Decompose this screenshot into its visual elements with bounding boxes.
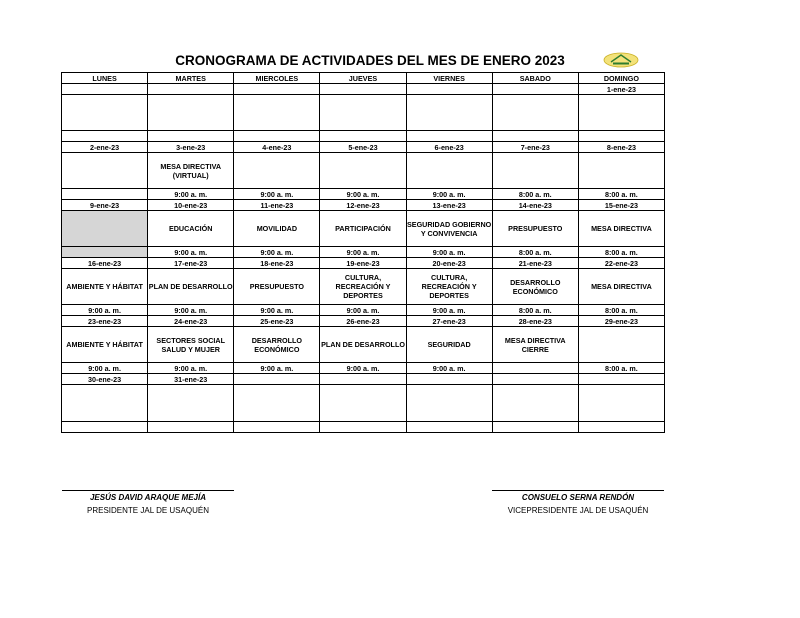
time-cell: 9:00 a. m.	[148, 189, 234, 200]
weekday-header: DOMINGO	[578, 73, 664, 84]
date-cell	[234, 84, 320, 95]
time-cell	[406, 131, 492, 142]
week-5-times-row	[62, 363, 665, 374]
page-title: CRONOGRAMA DE ACTIVIDADES DEL MES DE ENERO 2023	[175, 53, 565, 68]
activity-cell: CULTURA, RECREACIÓN Y DEPORTES	[320, 269, 406, 305]
signature-role-left: PRESIDENTE JAL DE USAQUÉN	[87, 506, 209, 515]
time-cell: 8:00 a. m.	[578, 189, 664, 200]
activity-cell	[492, 95, 578, 131]
time-cell: 8:00 a. m.	[578, 363, 664, 374]
activity-cell	[406, 95, 492, 131]
time-cell	[148, 422, 234, 433]
week-1-dates-row	[62, 84, 665, 95]
time-cell: 9:00 a. m.	[320, 363, 406, 374]
weekday-header: VIERNES	[406, 73, 492, 84]
date-cell	[320, 84, 406, 95]
time-cell: 8:00 a. m.	[578, 247, 664, 258]
date-cell: 17-ene-23	[148, 258, 234, 269]
activity-cell	[148, 385, 234, 422]
activity-cell: SEGURIDAD GOBIERNO Y CONVIVENCIA	[406, 211, 492, 247]
time-cell	[234, 422, 320, 433]
date-cell: 5-ene-23	[320, 142, 406, 153]
time-cell	[578, 422, 664, 433]
signature-name-left: JESÚS DAVID ARAQUE MEJÍA	[89, 493, 207, 502]
weekday-header-row	[62, 73, 665, 84]
signature-line-left	[62, 490, 234, 491]
activity-cell: AMBIENTE Y HÁBITAT	[62, 269, 148, 305]
activity-cell	[320, 385, 406, 422]
time-cell: 9:00 a. m.	[406, 305, 492, 316]
time-cell: 9:00 a. m.	[234, 305, 320, 316]
weekday-header: LUNES	[62, 73, 148, 84]
time-cell: 9:00 a. m.	[62, 305, 148, 316]
activity-cell	[320, 153, 406, 189]
date-cell: 10-ene-23	[148, 200, 234, 211]
time-cell: 9:00 a. m.	[148, 363, 234, 374]
date-cell: 1-ene-23	[578, 84, 664, 95]
date-cell: 9-ene-23	[62, 200, 148, 211]
activity-cell	[234, 95, 320, 131]
date-cell: 29-ene-23	[578, 316, 664, 327]
weekday-header: SABADO	[492, 73, 578, 84]
activity-cell	[578, 327, 664, 363]
weekday-header: MARTES	[148, 73, 234, 84]
week-3-dates-row	[62, 200, 665, 211]
activity-cell	[234, 385, 320, 422]
activity-cell: DESARROLLO ECONÓMICO	[492, 269, 578, 305]
week-5-dates-row	[62, 316, 665, 327]
week-3-times-row	[62, 247, 665, 258]
activity-cell	[62, 95, 148, 131]
time-cell: 9:00 a. m.	[406, 247, 492, 258]
activity-cell: CULTURA, RECREACIÓN Y DEPORTES	[406, 269, 492, 305]
date-cell: 7-ene-23	[492, 142, 578, 153]
time-cell	[234, 131, 320, 142]
activity-cell: MESA DIRECTIVA (VIRTUAL)	[148, 153, 234, 189]
activity-cell: EDUCACIÓN	[148, 211, 234, 247]
week-2-activities-row	[62, 153, 665, 189]
date-cell: 6-ene-23	[406, 142, 492, 153]
date-cell	[320, 374, 406, 385]
time-cell	[148, 131, 234, 142]
signature-line-right	[492, 490, 664, 491]
date-cell: 18-ene-23	[234, 258, 320, 269]
activity-cell: AMBIENTE Y HÁBITAT	[62, 327, 148, 363]
date-cell: 4-ene-23	[234, 142, 320, 153]
date-cell	[406, 84, 492, 95]
activity-cell: PLAN DE DESARROLLO	[148, 269, 234, 305]
activity-cell: SECTORES SOCIAL SALUD Y MUJER	[148, 327, 234, 363]
activity-cell: MESA DIRECTIVA CIERRE	[492, 327, 578, 363]
date-cell: 28-ene-23	[492, 316, 578, 327]
time-cell: 9:00 a. m.	[234, 189, 320, 200]
activity-cell	[62, 385, 148, 422]
activity-cell	[234, 153, 320, 189]
time-cell	[62, 247, 148, 258]
time-cell: 9:00 a. m.	[234, 363, 320, 374]
time-cell	[62, 131, 148, 142]
weekday-header: MIERCOLES	[234, 73, 320, 84]
time-cell: 9:00 a. m.	[320, 247, 406, 258]
date-cell	[578, 374, 664, 385]
time-cell	[320, 422, 406, 433]
week-3-activities-row	[62, 211, 665, 247]
date-cell	[406, 374, 492, 385]
date-cell: 8-ene-23	[578, 142, 664, 153]
week-6-times-row	[62, 422, 665, 433]
time-cell: 9:00 a. m.	[148, 247, 234, 258]
time-cell: 9:00 a. m.	[406, 189, 492, 200]
activity-cell	[578, 385, 664, 422]
time-cell: 9:00 a. m.	[406, 363, 492, 374]
activity-cell	[62, 211, 148, 247]
date-cell	[62, 84, 148, 95]
activity-cell: SEGURIDAD	[406, 327, 492, 363]
calendar-table	[61, 72, 665, 433]
week-2-times-row	[62, 189, 665, 200]
date-cell: 2-ene-23	[62, 142, 148, 153]
date-cell	[492, 374, 578, 385]
week-6-activities-row	[62, 385, 665, 422]
date-cell: 14-ene-23	[492, 200, 578, 211]
time-cell: 8:00 a. m.	[578, 305, 664, 316]
date-cell: 23-ene-23	[62, 316, 148, 327]
activity-cell: PLAN DE DESARROLLO	[320, 327, 406, 363]
date-cell: 15-ene-23	[578, 200, 664, 211]
date-cell: 27-ene-23	[406, 316, 492, 327]
activity-cell: PARTICIPACIÓN	[320, 211, 406, 247]
activity-cell: DESARROLLO ECONÓMICO	[234, 327, 320, 363]
activity-cell	[492, 385, 578, 422]
time-cell	[62, 422, 148, 433]
activity-cell	[320, 95, 406, 131]
activity-cell	[62, 153, 148, 189]
activity-cell	[406, 153, 492, 189]
time-cell: 8:00 a. m.	[492, 189, 578, 200]
week-4-activities-row	[62, 269, 665, 305]
week-5-activities-row	[62, 327, 665, 363]
date-cell: 24-ene-23	[148, 316, 234, 327]
time-cell	[320, 131, 406, 142]
date-cell: 11-ene-23	[234, 200, 320, 211]
activity-cell	[148, 95, 234, 131]
date-cell: 26-ene-23	[320, 316, 406, 327]
date-cell	[234, 374, 320, 385]
time-cell	[406, 422, 492, 433]
time-cell	[62, 189, 148, 200]
time-cell: 8:00 a. m.	[492, 247, 578, 258]
activity-cell	[492, 153, 578, 189]
activity-cell: MOVILIDAD	[234, 211, 320, 247]
date-cell	[492, 84, 578, 95]
date-cell: 22-ene-23	[578, 258, 664, 269]
date-cell: 25-ene-23	[234, 316, 320, 327]
date-cell: 13-ene-23	[406, 200, 492, 211]
week-4-dates-row	[62, 258, 665, 269]
activity-cell: PRESUPUESTO	[492, 211, 578, 247]
time-cell: 9:00 a. m.	[148, 305, 234, 316]
signature-role-right: VICEPRESIDENTE JAL DE USAQUÉN	[507, 506, 649, 515]
date-cell: 3-ene-23	[148, 142, 234, 153]
activity-cell: MESA DIRECTIVA	[578, 211, 664, 247]
activity-cell	[578, 95, 664, 131]
date-cell: 31-ene-23	[148, 374, 234, 385]
time-cell: 8:00 a. m.	[492, 305, 578, 316]
date-cell: 30-ene-23	[62, 374, 148, 385]
signature-name-right: CONSUELO SERNA RENDÓN	[521, 493, 635, 502]
jal-usaquen-logo-icon	[603, 52, 639, 68]
activity-cell	[578, 153, 664, 189]
date-cell: 19-ene-23	[320, 258, 406, 269]
time-cell: 9:00 a. m.	[234, 247, 320, 258]
week-2-dates-row	[62, 142, 665, 153]
time-cell: 9:00 a. m.	[62, 363, 148, 374]
activity-cell: PRESUPUESTO	[234, 269, 320, 305]
date-cell: 20-ene-23	[406, 258, 492, 269]
week-6-dates-row	[62, 374, 665, 385]
week-1-activities-row	[62, 95, 665, 131]
week-1-times-row	[62, 131, 665, 142]
date-cell: 21-ene-23	[492, 258, 578, 269]
date-cell: 16-ene-23	[62, 258, 148, 269]
time-cell: 9:00 a. m.	[320, 305, 406, 316]
time-cell	[492, 363, 578, 374]
time-cell	[492, 131, 578, 142]
time-cell	[578, 131, 664, 142]
time-cell	[492, 422, 578, 433]
activity-cell	[406, 385, 492, 422]
time-cell: 9:00 a. m.	[320, 189, 406, 200]
activity-cell: MESA DIRECTIVA	[578, 269, 664, 305]
weekday-header: JUEVES	[320, 73, 406, 84]
date-cell: 12-ene-23	[320, 200, 406, 211]
date-cell	[148, 84, 234, 95]
week-4-times-row	[62, 305, 665, 316]
